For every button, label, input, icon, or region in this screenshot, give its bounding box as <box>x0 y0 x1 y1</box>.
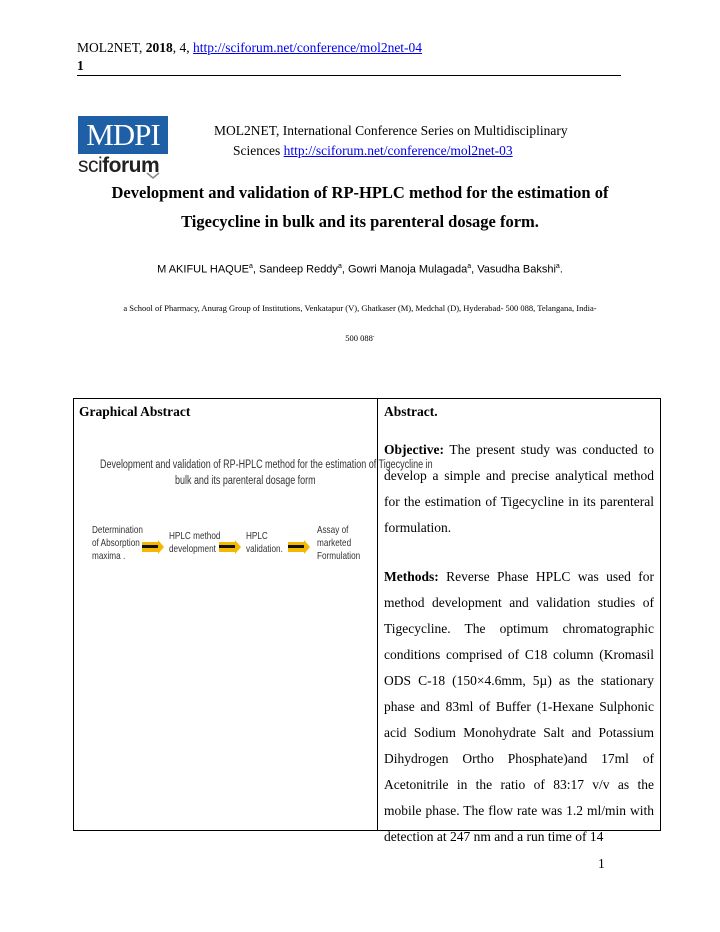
page-number: 1 <box>598 856 605 871</box>
ga-arrow-icon <box>288 540 310 554</box>
logo-swoosh-icon <box>146 172 160 180</box>
affiliation-pin: 500 088 <box>345 332 373 343</box>
ga-step-line: HPLC <box>246 530 268 542</box>
ga-step-absorption <box>92 524 143 563</box>
ga-step-line: Assay of <box>317 524 349 536</box>
author-sep: , <box>252 263 260 276</box>
header-url-link[interactable]: http://sciforum.net/conference/mol2net-04 <box>193 40 423 55</box>
ga-step-line: of Absorption <box>92 537 140 549</box>
objective-label: Objective: <box>384 442 444 457</box>
author-affil-mark: a <box>249 263 253 270</box>
author-name: Sandeep Reddy <box>259 263 338 276</box>
author-affil-mark: a <box>555 263 560 270</box>
abstract-body <box>384 437 654 873</box>
author-sep: , <box>471 263 478 276</box>
author-sep: . <box>559 263 563 276</box>
affiliation-line1: a School of Pharmacy, Anurag Group of Institutions, Venkatapur (V), Ghatkaser (M), Medchal (D), Hyderabad- 500 088, Telangana, India- <box>123 303 597 313</box>
abstract-heading: Abstract. <box>384 404 438 419</box>
abstract-methods <box>384 564 654 850</box>
header-divider <box>77 75 621 76</box>
affiliation-period: . <box>372 331 375 339</box>
objective-text: The present study was conducted to develop a simple and precise analytical method for the estimation of Tigecycline in its parenteral formulation. <box>384 442 654 535</box>
ga-arrow-icon <box>219 540 241 554</box>
affiliation-line2 <box>0 331 720 343</box>
conference-series-line2 <box>233 143 513 159</box>
author-list <box>0 263 720 276</box>
series-prefix: Sciences <box>233 143 284 158</box>
ga-step-line: maxima . <box>92 550 126 562</box>
methods-label: Methods: <box>384 569 439 584</box>
running-header <box>77 40 422 56</box>
mdpi-logo: MDPI <box>78 116 168 154</box>
author-affil-mark: a <box>337 263 342 270</box>
ga-step-line: validation. <box>246 543 283 555</box>
conference-series-line1: MOL2NET, International Conference Series on Multidisciplinary <box>214 123 568 138</box>
graphical-abstract-heading: Graphical Abstract <box>79 404 191 419</box>
series-url-link[interactable]: http://sciforum.net/conference/mol2net-03 <box>283 143 513 158</box>
ga-step-hplc-validation <box>246 530 283 556</box>
ga-step-line: Determination <box>92 524 143 536</box>
header-page-number: 1 <box>77 58 84 73</box>
author-name: M AKIFUL HAQUE <box>157 263 249 276</box>
sciforum-sci: sci <box>78 154 103 177</box>
ga-title-line2: bulk and its parenteral dosage form <box>175 475 316 487</box>
author-sep: , <box>341 263 348 276</box>
author-name: Vasudha Bakshi <box>477 263 556 276</box>
ga-step-line: HPLC method <box>169 530 221 542</box>
methods-text: Reverse Phase HPLC was used for method development and validation studies of Tigecycline. The optimum chromatographic conditions comprised of C18 column (Kromasil ODS C-18 (150×4.6mm, 5µ) as the stationary phase and 83ml of Buffer (1-Hexane Sulphonic acid Sodium Monohydrate Salt and Potassium Dihydrogen Ortho Phosphate)and 17ml of Acetonitrile in the ratio of 83:17 v/v as the mobile phase. The flow rate was 1.2 ml/min with detection at 247 nm and a run time of 14 <box>384 569 654 844</box>
paper-title-line1: Development and validation of RP-HPLC method for the estimation of <box>111 183 609 202</box>
ga-step-line: development <box>169 543 216 555</box>
ga-step-hplc-development <box>169 530 220 556</box>
header-year: 2018 <box>145 40 173 55</box>
header-journal: MOL2NET, <box>77 40 146 55</box>
ga-step-line: marketed <box>317 537 352 549</box>
sciforum-forum: forum <box>102 154 160 177</box>
ga-step-assay <box>317 524 360 563</box>
author-affil-mark: a <box>467 263 472 270</box>
ga-title-line1: Development and validation of RP-HPLC method for the estimation of Tigecycline in <box>100 459 433 471</box>
ga-step-line: Formulation <box>317 550 361 562</box>
ga-arrow-icon <box>142 540 164 554</box>
paper-title-line2: Tigecycline in bulk and its parenteral dosage form. <box>181 212 539 231</box>
header-volume: , 4, <box>172 40 193 55</box>
mdpi-sciforum-logo <box>76 116 170 182</box>
author-name: Gowri Manoja Mulagada <box>347 263 468 276</box>
abstract-objective <box>384 437 654 541</box>
